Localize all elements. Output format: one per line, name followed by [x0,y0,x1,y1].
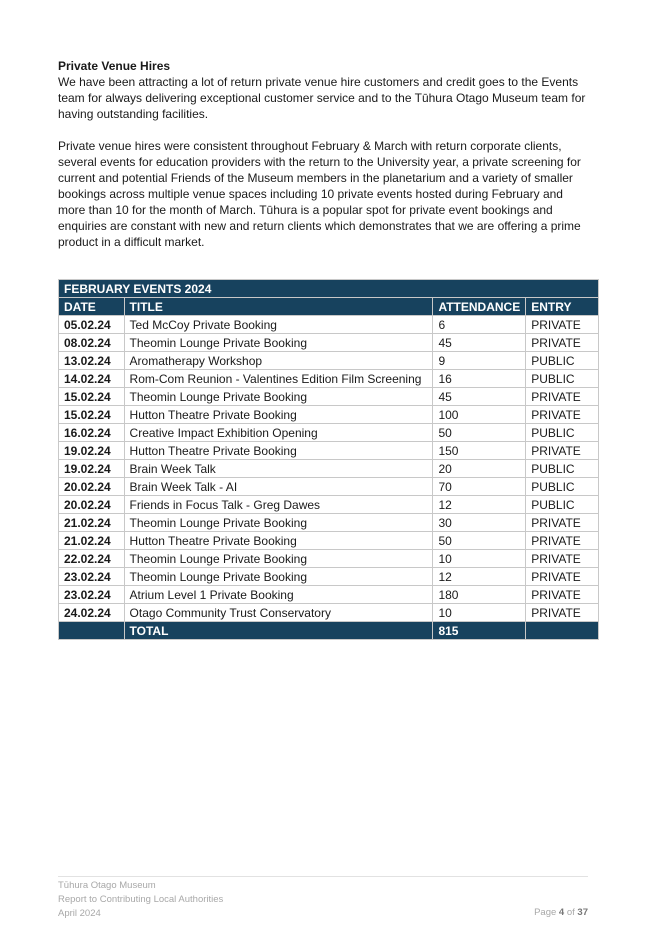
header-entry: ENTRY [526,298,599,316]
cell-title: Hutton Theatre Private Booking [124,532,433,550]
cell-entry: PUBLIC [526,352,599,370]
cell-entry: PRIVATE [526,586,599,604]
cell-date: 13.02.24 [59,352,125,370]
cell-title: Theomin Lounge Private Booking [124,550,433,568]
cell-entry: PRIVATE [526,406,599,424]
table-row [59,568,599,586]
table-row [59,514,599,532]
cell-date: 20.02.24 [59,496,125,514]
header-date: DATE [59,298,125,316]
table-row [59,604,599,622]
header-title: TITLE [124,298,433,316]
cell-title: Friends in Focus Talk - Greg Dawes [124,496,433,514]
cell-date: 05.02.24 [59,316,125,334]
cell-entry: PUBLIC [526,478,599,496]
cell-date: 21.02.24 [59,532,125,550]
table-row [59,496,599,514]
cell-attendance: 70 [433,478,526,496]
table-row [59,586,599,604]
cell-attendance: 12 [433,568,526,586]
cell-attendance: 50 [433,532,526,550]
cell-title: Otago Community Trust Conservatory [124,604,433,622]
header-attendance: ATTENDANCE [433,298,526,316]
paragraph-2: Private venue hires were consistent throughout February & March with return corporate clients, several events for education providers with the return to the University year, a private screening for current and potential Friends of the Museum members in the planetarium and a variety of smaller bookings across multiple venue spaces including 10 private events hosted during February and more than 10 for the month of March. Tūhura is a popular spot for private event bookings and enquiries are constant with new and return clients which demonstrates that we are offering a prime product in a difficult market. [58,139,581,249]
cell-title: Theomin Lounge Private Booking [124,388,433,406]
page-footer [58,876,588,921]
cell-attendance: 20 [433,460,526,478]
cell-title: Rom-Com Reunion - Valentines Edition Film Screening [124,370,433,388]
cell-title: Brain Week Talk [124,460,433,478]
cell-attendance: 100 [433,406,526,424]
cell-entry: PRIVATE [526,388,599,406]
cell-entry: PRIVATE [526,316,599,334]
cell-entry: PRIVATE [526,550,599,568]
table-caption: FEBRUARY EVENTS 2024 [59,280,599,298]
cell-entry: PRIVATE [526,442,599,460]
cell-entry: PUBLIC [526,496,599,514]
table-row [59,550,599,568]
table-row [59,370,599,388]
footer-report: Report to Contributing Local Authorities [58,894,224,905]
total-value: 815 [433,622,526,640]
cell-title: Brain Week Talk - AI [124,478,433,496]
total-label: TOTAL [124,622,433,640]
events-table [58,279,599,640]
cell-attendance: 50 [433,424,526,442]
cell-attendance: 12 [433,496,526,514]
cell-date: 21.02.24 [59,514,125,532]
cell-entry: PUBLIC [526,460,599,478]
table-row [59,316,599,334]
table-row [59,388,599,406]
cell-entry: PRIVATE [526,334,599,352]
cell-entry: PRIVATE [526,604,599,622]
cell-attendance: 180 [433,586,526,604]
cell-date: 14.02.24 [59,370,125,388]
total-row [59,622,599,640]
paragraph-1: We have been attracting a lot of return private venue hire customers and credit goes to the Events team for always delivering exceptional customer service and to the Tūhura Otago Museum team for having outstanding facilities. [58,75,586,121]
cell-attendance: 16 [433,370,526,388]
cell-date: 24.02.24 [59,604,125,622]
cell-title: Aromatherapy Workshop [124,352,433,370]
cell-entry: PRIVATE [526,514,599,532]
cell-attendance: 150 [433,442,526,460]
cell-entry: PRIVATE [526,568,599,586]
footer-org: Tūhura Otago Museum [58,880,156,891]
cell-date: 23.02.24 [59,586,125,604]
cell-entry: PRIVATE [526,532,599,550]
total-blank [59,622,125,640]
cell-date: 15.02.24 [59,388,125,406]
table-row [59,424,599,442]
table-row [59,532,599,550]
cell-attendance: 30 [433,514,526,532]
cell-attendance: 9 [433,352,526,370]
cell-title: Theomin Lounge Private Booking [124,334,433,352]
cell-date: 16.02.24 [59,424,125,442]
cell-attendance: 6 [433,316,526,334]
cell-attendance: 10 [433,550,526,568]
table-row [59,442,599,460]
cell-title: Hutton Theatre Private Booking [124,406,433,424]
cell-date: 19.02.24 [59,442,125,460]
cell-attendance: 45 [433,334,526,352]
page-number: Page 4 of 37 [534,907,588,918]
cell-date: 19.02.24 [59,460,125,478]
cell-date: 08.02.24 [59,334,125,352]
section-heading: Private Venue Hires [58,59,171,73]
table-row [59,460,599,478]
cell-title: Ted McCoy Private Booking [124,316,433,334]
table-row [59,406,599,424]
cell-title: Theomin Lounge Private Booking [124,568,433,586]
total-blank-entry [526,622,599,640]
cell-date: 15.02.24 [59,406,125,424]
cell-entry: PUBLIC [526,370,599,388]
cell-attendance: 10 [433,604,526,622]
cell-title: Hutton Theatre Private Booking [124,442,433,460]
cell-date: 20.02.24 [59,478,125,496]
body-text [58,58,592,266]
cell-title: Theomin Lounge Private Booking [124,514,433,532]
table-row [59,334,599,352]
cell-title: Atrium Level 1 Private Booking [124,586,433,604]
table-row [59,352,599,370]
cell-attendance: 45 [433,388,526,406]
cell-entry: PUBLIC [526,424,599,442]
table-row [59,478,599,496]
cell-title: Creative Impact Exhibition Opening [124,424,433,442]
cell-date: 23.02.24 [59,568,125,586]
footer-date: April 2024 [58,908,101,919]
cell-date: 22.02.24 [59,550,125,568]
